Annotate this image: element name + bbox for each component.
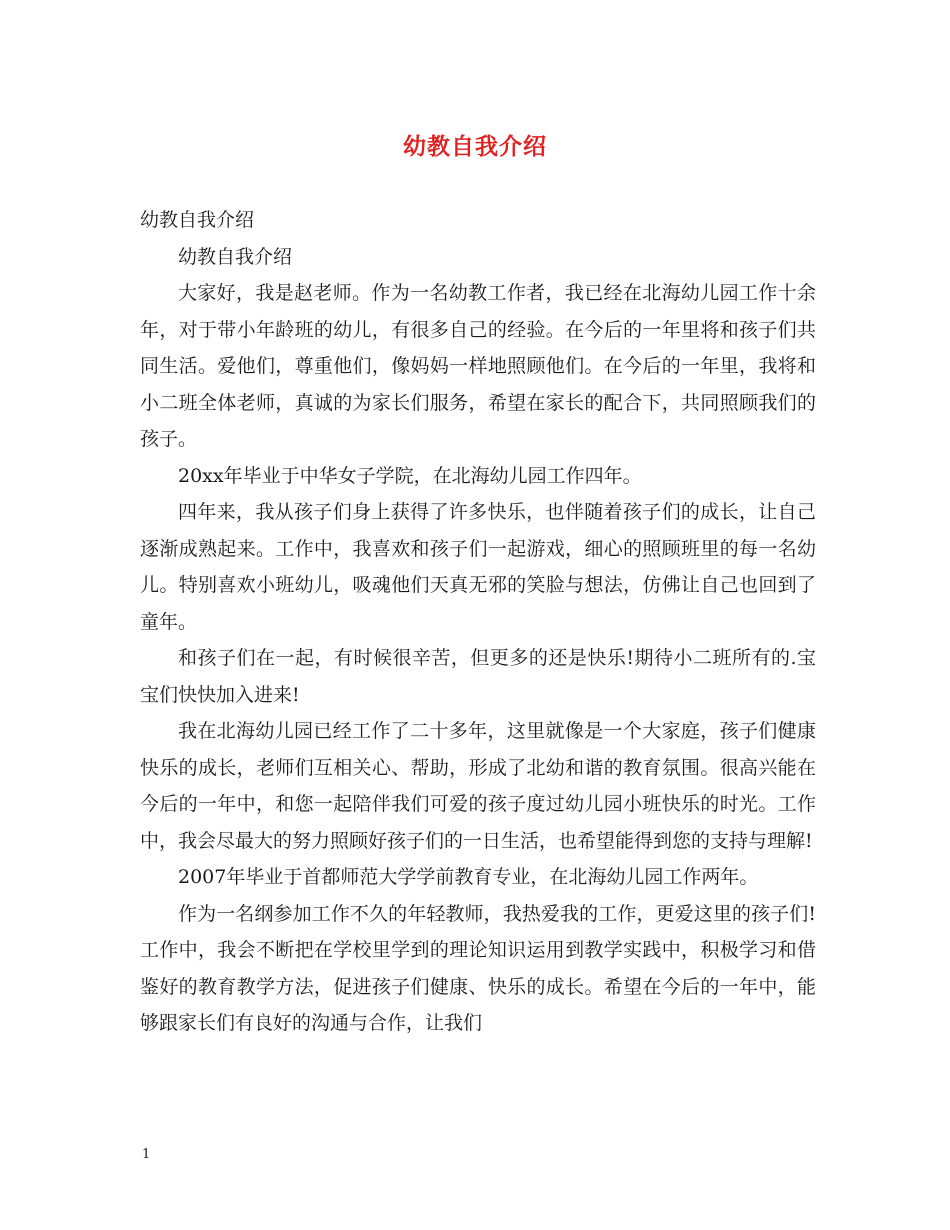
paragraph: 我在北海幼儿园已经工作了二十多年，这里就像是一个大家庭，孩子们健康快乐的成长，老师们互相关心、帮助，形成了北幼和谐的教育氛围。很高兴能在今后的一年中，和您一起陪伴我们可爱的孩子度过幼儿园小班快乐的时光。工作中，我会尽最大的努力照顾好孩子们的一日生活，也希望能得到您的支持与理解! [140,720,816,852]
paragraph-heading: 幼教自我介绍 [140,209,255,231]
paragraph-subheading: 幼教自我介绍 [178,245,293,268]
document-body [140,202,816,1042]
page-number: 1 [142,1147,151,1162]
paragraph: 作为一名纲参加工作不久的年轻教师，我热爱我的工作，更爱这里的孩子们!工作中，我会不断把在学校里学到的理论知识运用到教学实践中，积极学习和借鉴好的教育教学方法，促进孩子们健康、快乐的成长。希望在今后的一年中，能够跟家长们有良好的沟通与合作，让我们 [140,902,816,1034]
paragraph: 四年来，我从孩子们身上获得了许多快乐，也伴随着孩子们的成长，让自己逐渐成熟起来。工作中，我喜欢和孩子们一起游戏，细心的照顾班里的每一名幼儿。特别喜欢小班幼儿，吸魂他们天真无邪的笑脸与想法，仿佛让自己也回到了童年。 [140,501,816,633]
paragraph: 2007年毕业于首都师范大学学前教育专业，在北海幼儿园工作两年。 [178,866,759,888]
paragraph: 大家好，我是赵老师。作为一名幼教工作者，我已经在北海幼儿园工作十余年，对于带小年龄班的幼儿，有很多自己的经验。在今后的一年里将和孩子们共同生活。爱他们，尊重他们，像妈妈一样地照顾他们。在今后的一年里，我将和小二班全体老师，真诚的为家长们服务，希望在家长的配合下，共同照顾我们的孩子。 [140,282,816,450]
paragraph: 和孩子们在一起，有时候很辛苦，但更多的还是快乐!期待小二班所有的.宝宝们快快加入进来! [140,647,816,706]
document-title: 幼教自我介绍 [403,133,547,160]
paragraph: 20xx年毕业于中华女子学院，在北海幼儿园工作四年。 [178,464,642,487]
